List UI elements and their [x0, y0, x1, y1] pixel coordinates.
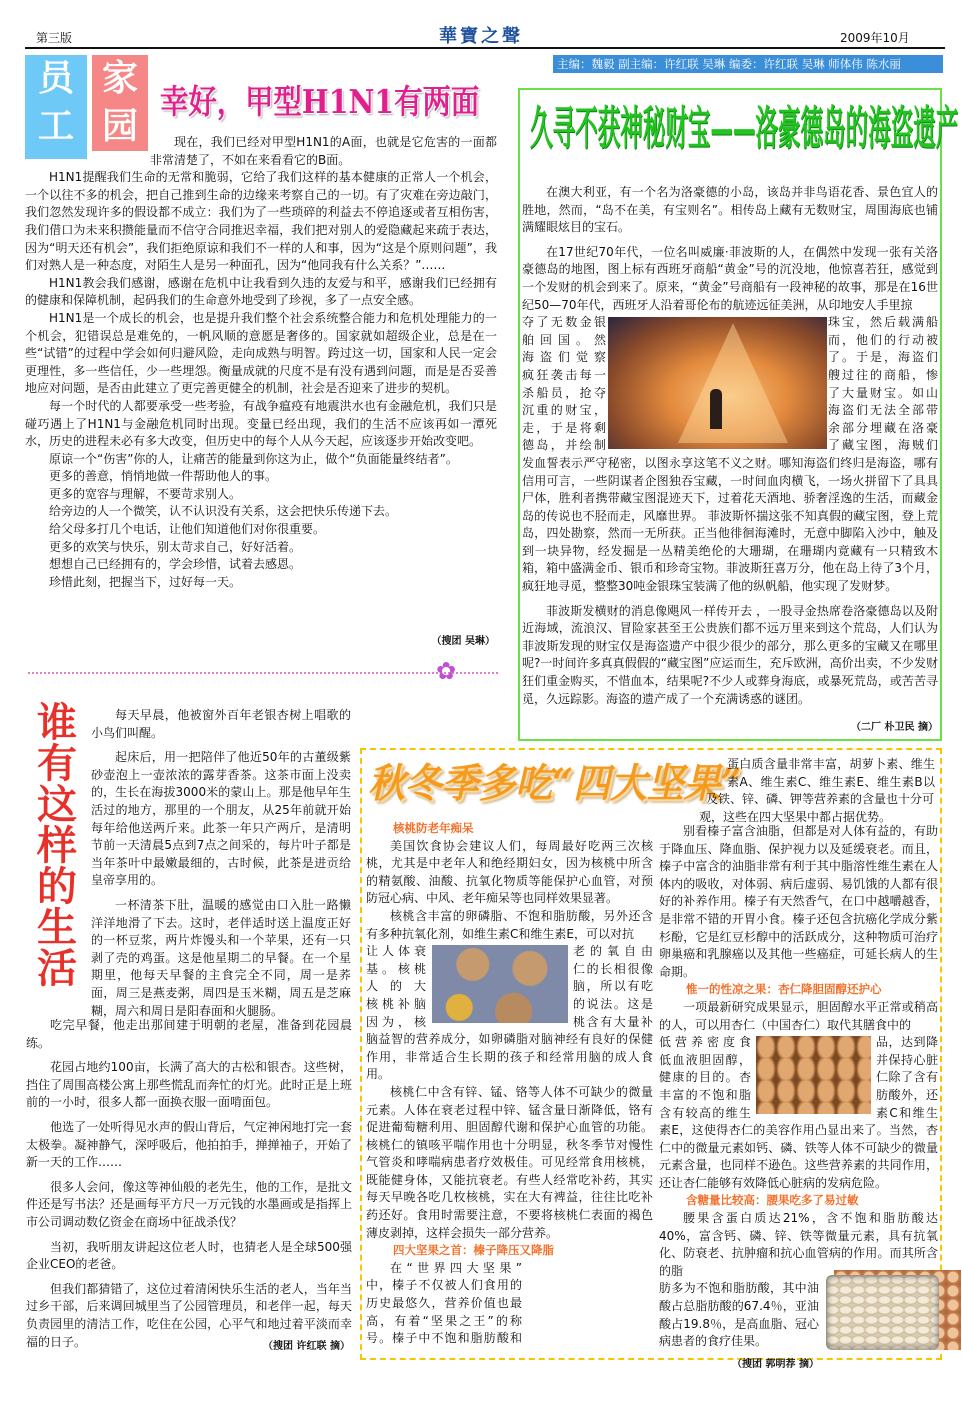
badge-char: 家 — [101, 58, 138, 99]
paragraph: 更多的善意，悄悄地做一件帮助他人的事。 — [49, 469, 278, 484]
text-line: 了。于是，海盗们 — [828, 350, 938, 365]
walnut-photo — [432, 945, 568, 1023]
paragraph: 素E，这使得杏仁的美容作用凸显出来了。当然，杏仁中的微量元素如钙、磷、铁等人体不可缺少的微量元素含量，也同样不逊色。这些营养素的共同作用，还让杏仁能够有效降低心脏病的发病危险。 — [659, 1123, 938, 1190]
paragraph: 在17世纪70年代，一位名叫威廉·菲波斯的人，在偶然中发现一张有关洛豪德岛的地图，图上标有西班牙商船“黄金”号的沉没地，他惊喜若狂，感觉到一个发财的机会到来了。原来，“黄金”号商船有一段神秘的故事，那是在16世纪50—70年代，西班牙人沿着哥伦布的航迹远征美洲，从印地安人手里掠 — [522, 244, 938, 312]
text-line: 舶回国。然 — [522, 332, 606, 347]
text-line: 核桃补脑 — [366, 996, 426, 1011]
flower-ornament-icon: ✿ — [436, 657, 457, 685]
text-line: 的说法。这是 — [573, 996, 653, 1011]
text-line: 了藏宝图，海贼们 — [828, 438, 938, 453]
paragraph: 每天早晨，他被窗外百年老银杏树上唱歌的小鸟们叫醒。 — [91, 708, 351, 740]
paragraph: 原谅一个“伤害”你的人，让痛苦的能量到你这为止，做个“负面能量终结者”。 — [49, 451, 458, 466]
text-line: 在“世界四大坚果” — [390, 1260, 522, 1275]
text-line: 人的大 — [366, 979, 426, 994]
text-line: 而，他们的行动被 — [828, 332, 938, 347]
text-line: 海盗们无法全部带 — [828, 403, 938, 418]
text-line: 让人体衰 — [366, 944, 426, 959]
badge-char: 工 — [37, 106, 74, 147]
paragraph: 现在，我们已经对甲型H1N1的A面，也就是它危害的一面都非常清楚了，不如在来看看它的B面。 — [150, 135, 497, 167]
text-line: 艘过往的商船，惨 — [828, 367, 938, 382]
paragraph: 腰果含蛋白质达21%，含不饱和脂肪酸达40%，富含钙、磷、锌、铁等微量元素，具有抗氧化、防衰老、抗肿瘤和抗心血管病的作用。而其所含的脂 — [659, 1211, 938, 1278]
text-line: 肪多为不饱和脂肪酸，其中油 — [659, 1281, 819, 1296]
section-divider — [28, 672, 498, 674]
nuts-column-1 — [366, 820, 653, 1348]
paragraph: 他选了一处听得见水声的假山背后，气定神闲地打完一套太极拳。凝神静气，深呼吸后，他拍拍手，掸掸袖子，开始了新一天的工作…… — [26, 1119, 352, 1170]
text-line: 沉重的财宝， — [522, 403, 606, 418]
paragraph: 核桃含丰富的卵磷脂、不饱和脂肪酸，另外还含有多种抗氧化剂，如维生素C和维生素E，可以对抗 — [366, 908, 653, 941]
text-line: 德岛，并绘制 — [522, 438, 606, 453]
pirate-byline: （二厂 朴卫民 摘） — [851, 722, 938, 734]
pirate-article-body — [522, 184, 938, 733]
h1n1-article-body — [25, 134, 497, 591]
pirate-treasure-illustration — [608, 317, 827, 449]
editorial-credits: 主编：魏毅 副主编：许红联 吴琳 编委：许红联 吴琳 师体伟 陈水丽 — [553, 55, 943, 73]
paragraph: 起床后，用一把陪伴了他近50年的古董级紫砂壶泡上一壶浓浓的露芽香茶。这茶市面上没卖的，生长在海拔3000米的蒙山上。那是他早年生活过的地方，那里的一个朋友，从25年前就开始每年给他送两斤来。此茶一年只产两斤，是清明节前一天清晨5点到7点之间采的，每片叶子都是当年茶叶中最嫩最细的，古时候，此茶是进贡给皇帝享用的。 — [91, 750, 351, 888]
nuts-article-title: 秋冬季多吃“四大坚果” — [368, 760, 742, 807]
paragraph: 脑益智的营养成分，如卵磷脂对脑神经有良好的保健作用，非常适合生长期的孩子和经常用脑的成人食用。 — [366, 1032, 653, 1082]
text-line: 品，达到降 — [876, 1035, 938, 1050]
text-line: 健康的目的。杏 — [659, 1070, 751, 1085]
life-article-body-bottom — [26, 1017, 352, 1351]
paragraph: 别看榛子富含油脂，但都是对人体有益的，有助于降血压、降血脂、保护视力以及延缓衰老。而且，榛子中富含的油脂非常有利于其中脂溶性维生素在人体内的吸收，对体弱、病后虚弱、易饥饿的人都有很好的补养作用。榛子有天然香气，在口中越嚼越香，是非常不错的开胃小食。榛子还包含抗癌化学成分紫杉酚，它是红豆杉醇中的活跃成分，这种物质可治疗卵巢癌和乳腺癌以及其他一些癌症，可延长病人的生命期。 — [659, 824, 938, 979]
paragraph: H1N1提醒我们生命的无常和脆弱，它给了我们这样的基本健康的正常人一个机会，一个以往不多的机会，把自己推到生命的边缘来考察自己的一切。有了灾难在旁边敲门，我们忽然发现许多的假设都不成立：我们为了一些琐碎的利益去不停追逐或者互相伤害，我们借口为未来积攒能量而不信守合同推迟幸福，我们把对别人的爱隐藏起来疏于表达，因为“明天还有机会”，我们拒绝原谅和我们不一样的人和事，因为“这是个原则问题”，我们对熟人是一种态度，对陌生人是另一种面孔，因为“他同我有什么关系？”…… — [25, 170, 497, 273]
text-line: 低营养密度食 — [659, 1035, 751, 1050]
pirate-article-title: 久寻不获神秘财宝——洛豪德岛的海盗遗产 — [530, 101, 959, 155]
paragraph: 更多的欢笑与快乐，别太苛求自己，好好活着。 — [49, 539, 302, 554]
text-line: 疯狂袭击每一 — [522, 367, 606, 382]
text-line: 中，榛子不仅被人们食用的 — [366, 1278, 522, 1293]
text-line: 历史最悠久，营养价值也最 — [366, 1296, 522, 1311]
text-line: 高，有着“坚果之王”的称 — [366, 1313, 522, 1328]
text-line: 仁的长相很像 — [573, 961, 653, 976]
paragraph: 每一个时代的人都要承受一些考验，有战争瘟疫有地震洪水也有金融危机，我们只是碰巧遇上了H1N1与金融危机同时出现。变量已经出现，我们的生活不应该再如一潭死水，历史的进程未必有多大改变，但历史中的每个人从今天起，应该逐步开始改变吧。 — [25, 398, 497, 449]
text-line: 观，这些在四大坚果中都占据优势。 — [699, 810, 892, 824]
paragraph: 想想自己已经拥有的，学会珍惜，试着去感恩。 — [49, 557, 302, 572]
header-divider — [25, 47, 945, 49]
text-line: 走，于是将剩 — [522, 420, 606, 435]
almond-photo — [756, 1036, 871, 1114]
paragraph: 给父母多打几个电话，让他们知道他们对你很重要。 — [49, 522, 326, 537]
life-article-body-top — [91, 707, 351, 1020]
paragraph: 但我们都猜错了，这位过着清闲快乐生活的老人，当年当过乡干部，后来调回城里当了公园管理员，和老伴一起，每天负责园里的清洁工作，吃住在公园，心平气和地过着平淡而幸福的日子。 — [26, 1281, 352, 1349]
nuts-byline: （搜团 郭明荐 摘） — [732, 1358, 819, 1370]
issue-date: 2009年10月 — [840, 31, 910, 45]
hazelnut-subheading: 四大坚果之首：榛子降压又降脂 — [393, 1243, 554, 1258]
text-line: 并保持心脏 — [876, 1052, 938, 1067]
text-line: 酸占19.8％，是高血脂、冠心 — [659, 1316, 819, 1331]
paragraph: 菲波斯发横财的消息像飓风一样传开去 ，一股寻金热席卷洛豪德岛以及附近海域，流浪汉、冒险家甚至王公贵族们都不远万里来到这个荒岛，人们认为菲波斯发现的财宝仅是海盗遗产中很少很少的部分，那么更多的宝藏又在哪里呢?一时间许多真真假假的“藏宝图”应运而生，充斥欧洲，高价出卖，不少发财狂们重金购买，不惜血本，结果呢?不少人或葬身海底，或暴死荒岛，或苦苦寻觅，久远踪影。海盗的遗产成了一个充满诱惑的谜团。 — [522, 603, 938, 706]
life-article-title: 谁有这样的生活 — [37, 699, 77, 992]
text-line: 杀船员，抢夺 — [522, 385, 606, 400]
almond-subheading: 惟一的性凉之果：杏仁降胆固醇还护心 — [686, 982, 882, 997]
text-line: 素A、维生素C、维生素E、维生素B以 — [727, 775, 935, 789]
h1n1-byline: （搜团 吴琳） — [431, 636, 495, 647]
text-line: 海盗们觉察 — [522, 350, 606, 365]
paragraph: 吃完早餐，他走出那间建于明朝的老屋，准备到花园晨练。 — [26, 1018, 352, 1050]
cashew-photo — [826, 1275, 939, 1350]
paragraph: 给旁边的人一个微笑，认不认识没有关系，这会把快乐传递下去。 — [49, 504, 398, 519]
paragraph: 珍惜此刻，把握当下，过好每一天。 — [49, 574, 242, 589]
badge-char: 园 — [101, 106, 138, 147]
text-line: 丰富的不饱和脂 — [659, 1087, 751, 1102]
text-line: 病患者的食疗佳果。 — [659, 1334, 768, 1349]
text-line: 蛋白质含量非常丰富，胡萝卜素、维生 — [727, 757, 935, 771]
text-line: 含有较高的维生 — [659, 1105, 751, 1120]
edition-label: 第三版 — [36, 31, 73, 45]
text-line: 珠宝，然后载满船 — [828, 315, 938, 330]
text-line: 素C和维生 — [876, 1105, 938, 1120]
h1n1-article-title: 幸好，甲型H1N1有两面 — [160, 82, 480, 121]
paragraph: H1N1教会我们感谢，感谢在危机中让我看到久违的友爱与和平，感谢我们已经拥有的健康和保障机制，起码我们的生命意外地受到了珍视，多了一点安全感。 — [25, 275, 497, 308]
text-line: 夺了无数金银 — [522, 315, 606, 330]
text-line: 老的氧自由 — [573, 944, 653, 959]
text-line: 了大量财宝。如山 — [828, 385, 938, 400]
text-line: 桃含有大量补 — [573, 1014, 653, 1029]
life-byline: （搜团 许红联 摘） — [263, 1341, 350, 1352]
text-line: 酸占总脂肪酸的67.4％，亚油 — [659, 1299, 819, 1314]
text-line: 脑，所以有吃 — [573, 979, 653, 994]
text-line: 基。核桃 — [366, 961, 426, 976]
text-line: 号。榛子中不饱和脂肪酸和 — [366, 1331, 522, 1346]
text-line: 及铁、锌、磷、钾等营养素的含量也十分可 — [706, 792, 935, 806]
paragraph: H1N1是一个成长的机会，也是提升我们整个社会系统整合能力和危机处理能力的一个机会，犯错误总是难免的，一帆风顺的意愿是奢侈的。国家就如超级企业，总是在一些“试错”的过程中学会如何归避风险，走向成熟与明智。跨过这一切，国家和人民一定会更理性，多一些信任，少一些埋怨。衡量成就的尺度不是有没有遇到问题，而是是否妥善地应对问题，是否由此建立了更完善更健全的机制，社会是否迎来了进步的契机。 — [25, 310, 497, 396]
paragraph: 发血誓表示严守秘密，以图永享这笔不义之财。哪知海盗们终归是海盗，哪有信用可言，一些阴谋者企图独吞宝藏，一时间血肉横飞，一场火拼留下了具具尸体，胜利者携带藏宝图混迹天下，过着花天酒地、骄奢淫逸的生活，而藏金岛的传说也不胫而走，风靡世界。 菲波斯怀揣这张不知真假的藏宝图，登上荒岛，四处勘察，然而一无所获。正当他徘徊海滩时，无意中脚陷入沙中，触及到一块异物，经发掘是一丛精美绝伦的大珊瑚，在珊瑚内竟藏有一只精致木箱，箱中盛满金币、银币和珍奇宝物。菲波斯狂喜万分，他在岛上待了3个月，疯狂地寻觅，整整30吨金银珠宝装满了他的纵帆船，他实现了发财梦。 — [522, 455, 938, 594]
text-line: 低血液胆固醇， — [659, 1052, 751, 1067]
walnut-subheading: 核桃防老年痴呆 — [393, 821, 474, 835]
paragraph: 很多人会问，像这等神仙般的老先生，他的工作，是批文件还是写书法？还是画每平方尺一万元钱的水墨画或是指挥上市公司调动数亿资金在商场中征战杀伐？ — [26, 1179, 352, 1229]
text-line: 仁除了含有 — [876, 1070, 938, 1085]
paragraph: 当初，我听朋友讲起这位老人时，也猜老人是全球500强企业CEO的老爸。 — [26, 1239, 352, 1272]
paragraph: 更多的宽容与理解，不要苛求别人。 — [49, 486, 242, 501]
paragraph: 核桃仁中含有锌、锰、铬等人体不可缺少的微量元素。人体在衰老过程中锌、锰含量日渐降低，铬有促进葡萄糖利用、胆固醇代谢和保护心血管的功能。核桃仁的镇咳平喘作用也十分明显，秋冬季节对慢性气管炎和哮喘病患者疗效极佳。可见经常食用核桃，既能健身体，又能抗衰老。有些人经常吃补药，其实每天早晚各吃几枚核桃，实在大有裨益，往往比吃补药还好。食用时需要注意，不要将核桃仁表面的褐色薄皮剥掉，这样会损失一部分营养。 — [366, 1084, 653, 1240]
cashew-subheading: 含糖量比较高：腰果吃多了易过敏 — [686, 1193, 859, 1208]
paragraph: 一项最新研究成果显示，胆固醇水平正常或稍高的人，可以用杏仁（中国杏仁）取代其膳食中的 — [659, 999, 938, 1032]
paragraph: 美国饮食协会建议人们，每周最好吃两三次核桃，尤其是中老年人和绝经期妇女，因为核桃中所含的精氨酸、油酸、抗氧化物质等能保护心血管，对预防冠心病、中风、老年痴呆等也同样效果显著。 — [366, 838, 653, 906]
paragraph: 花园占地约100亩，长满了高大的古松和银杏。这些树，挡住了周围高楼公寓上那些慌乱而奔忙的灯光。此时正是上班前的一小时，很多人都一面换衣服一面啃面包。 — [26, 1060, 352, 1110]
badge-char: 员 — [37, 58, 74, 99]
text-line: 因为，核 — [366, 1014, 426, 1029]
text-line: 肪酸外，还 — [876, 1087, 938, 1102]
newspaper-masthead: 華寶之聲 — [439, 26, 523, 47]
text-line: 余部分埋藏在洛豪 — [828, 420, 938, 435]
paragraph: 在澳大利亚，有一个名为洛豪德的小岛，该岛并非鸟语花香、景色宜人的胜地，然而，“岛不在美，有宝则名”。相传岛上藏有无数财宝，周围海底也铺满耀眼炫目的宝石。 — [522, 185, 938, 235]
paragraph: 一杯清茶下肚，温暖的感觉由口入肚一路懒洋洋地滑了下去。这时，老伴适时送上温度正好的一杯豆浆，两片炸馒头和一个苹果，还有一只剥了壳的鸡蛋。这是他星期二的早餐。在一个星期里，他每天早餐的主食完全不同，周一是荞面，周三是燕麦粥，周四是玉米糊，周五是芝麻糊，周六和周日是阳春面和火腿肠。 — [91, 897, 351, 1018]
